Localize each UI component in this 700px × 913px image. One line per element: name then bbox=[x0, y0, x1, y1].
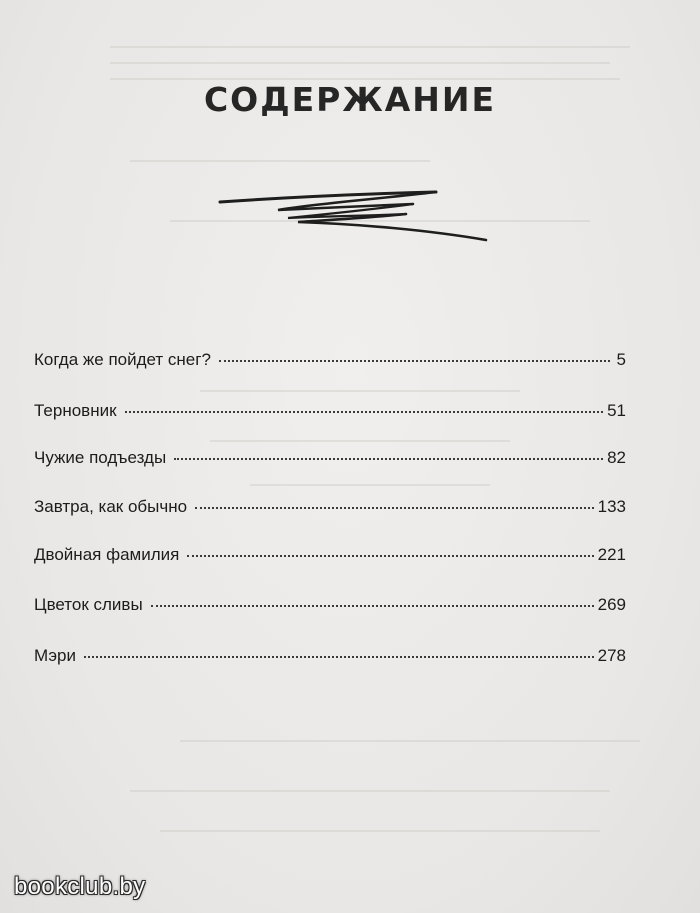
toc-entry-page: 51 bbox=[607, 400, 626, 420]
show-through-line bbox=[130, 160, 430, 162]
toc-entry-title: Мэри bbox=[34, 645, 76, 665]
toc-entry-page: 5 bbox=[616, 350, 626, 369]
page-title: СОДЕРЖАНИЕ bbox=[203, 80, 497, 119]
table-of-contents bbox=[34, 350, 626, 696]
dot-leader bbox=[219, 360, 610, 362]
toc-entry-title: Цветок сливы bbox=[34, 595, 143, 614]
toc-entry-page: 269 bbox=[597, 595, 626, 614]
toc-entry bbox=[34, 646, 626, 697]
dot-leader bbox=[125, 411, 604, 413]
toc-entry-title: Чужие подъезды bbox=[34, 447, 167, 467]
show-through-line bbox=[110, 46, 630, 48]
dot-leader bbox=[187, 555, 593, 557]
show-through-line bbox=[160, 830, 600, 832]
toc-entry-page: 82 bbox=[607, 447, 626, 467]
show-through-line bbox=[180, 740, 640, 742]
toc-entry bbox=[34, 497, 626, 545]
toc-entry-page: 278 bbox=[597, 645, 626, 665]
toc-entry bbox=[34, 350, 626, 401]
show-through-line bbox=[110, 62, 610, 64]
toc-entry-title: Когда же пойдет снег? bbox=[34, 350, 211, 369]
show-through-line bbox=[130, 790, 610, 792]
toc-entry-page: 221 bbox=[597, 544, 626, 564]
watermark: bookclub.by bbox=[14, 873, 146, 900]
toc-entry-title: Двойная фамилия bbox=[34, 544, 180, 564]
toc-entry bbox=[34, 401, 626, 448]
dot-leader bbox=[195, 507, 594, 509]
toc-entry bbox=[34, 448, 626, 497]
dot-leader bbox=[174, 458, 603, 460]
toc-entry bbox=[34, 545, 626, 596]
toc-entry-title: Терновник bbox=[34, 400, 117, 420]
scribble-ornament-icon bbox=[218, 186, 493, 246]
toc-entry-title: Завтра, как обычно bbox=[34, 496, 188, 516]
dot-leader bbox=[151, 605, 594, 607]
toc-entry bbox=[34, 595, 626, 646]
dot-leader bbox=[84, 656, 594, 658]
toc-entry-page: 133 bbox=[597, 496, 626, 516]
